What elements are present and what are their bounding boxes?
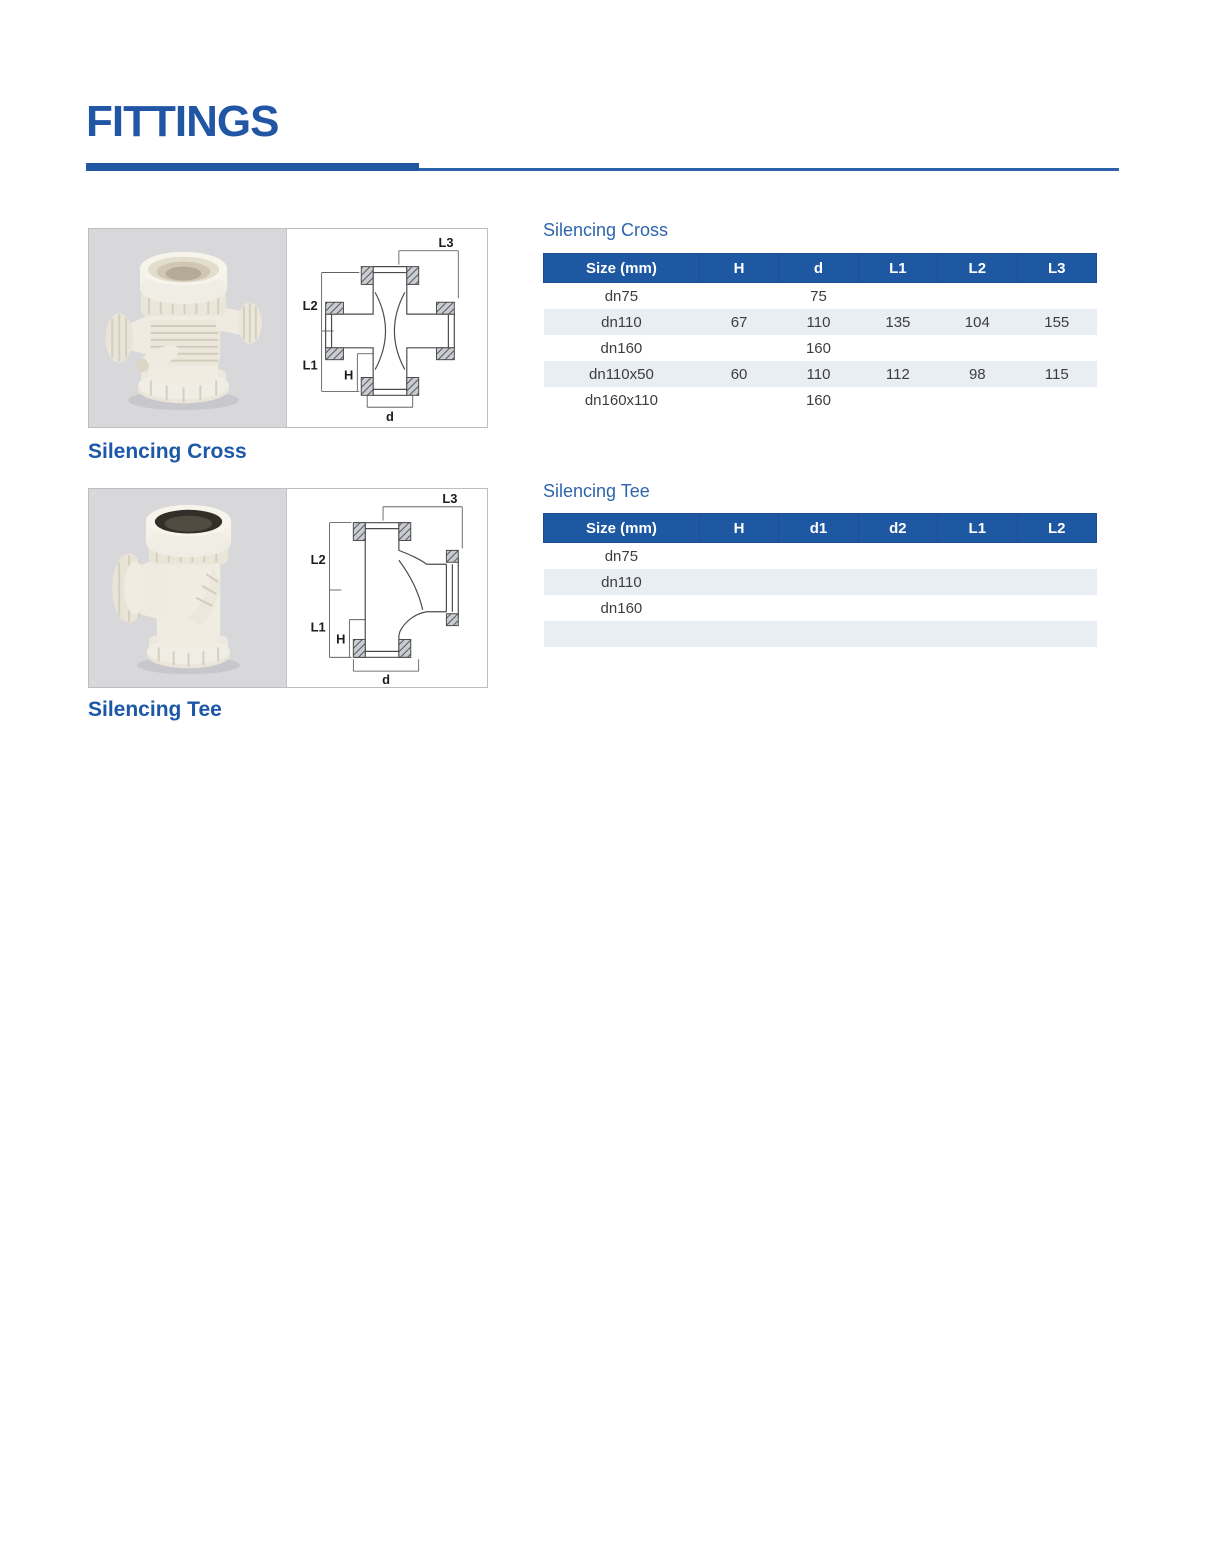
figure-silencing-cross <box>88 228 488 428</box>
table-cell <box>779 621 858 647</box>
title-underline-thick <box>86 163 419 171</box>
dim-label-l3: L3 <box>438 234 454 250</box>
drawing-silencing-cross <box>287 229 487 427</box>
dim-label-l3: L3 <box>442 490 458 506</box>
table-cell: dn75 <box>604 287 639 305</box>
table-cell: 104 <box>964 313 990 331</box>
column-header: d1 <box>779 514 858 543</box>
table-cell <box>938 569 1017 595</box>
table-row <box>544 569 1097 595</box>
column-header: d2 <box>858 514 937 543</box>
table-cell <box>858 543 937 570</box>
dim-label-l2: L2 <box>310 552 326 568</box>
table-cell: dn110 <box>601 313 642 331</box>
table-cell <box>1017 283 1096 310</box>
spec-table-silencing-cross <box>543 253 1097 413</box>
table-cell: 60 <box>730 365 748 383</box>
table-cell <box>858 621 937 647</box>
table-cell: dn110x50 <box>589 365 654 383</box>
dim-label-l2: L2 <box>302 298 318 314</box>
table-cell <box>938 283 1017 310</box>
page-title: FITTINGS <box>86 97 279 146</box>
table-cell <box>938 335 1017 361</box>
table-row <box>544 387 1097 413</box>
cross-technical-drawing <box>287 229 487 427</box>
table-row <box>544 309 1097 335</box>
table-cell: 160 <box>805 339 831 357</box>
table-cell <box>938 543 1017 570</box>
dim-label-l1: L1 <box>302 357 318 373</box>
table-row <box>544 361 1097 387</box>
table-cell <box>1017 621 1096 647</box>
table-row <box>544 621 1097 647</box>
column-header: H <box>699 514 778 543</box>
table-cell: dn160 <box>600 599 643 617</box>
table-cell <box>779 569 858 595</box>
dim-label-h: H <box>336 631 346 647</box>
table-cell <box>779 543 858 570</box>
column-header: Size (mm) <box>544 254 700 283</box>
table-cell <box>779 595 858 621</box>
table-cell <box>1017 335 1096 361</box>
figure-silencing-tee <box>88 488 488 688</box>
column-header: L2 <box>938 254 1017 283</box>
table-row <box>544 543 1097 570</box>
table-cell <box>699 621 778 647</box>
column-header: H <box>699 254 778 283</box>
table-cell: dn75 <box>604 547 639 565</box>
table-cell: 112 <box>885 365 910 383</box>
caption-silencing-cross: Silencing Cross <box>88 440 247 463</box>
tee-fitting-photo-illustration <box>89 489 286 687</box>
title-underline-thin <box>419 168 1119 171</box>
table-cell <box>699 543 778 570</box>
dim-label-h: H <box>344 367 354 383</box>
table-cell <box>699 569 778 595</box>
table-cell <box>938 387 1017 413</box>
table-cell: 110 <box>806 365 831 383</box>
table-header-row <box>544 254 1097 283</box>
table-cell <box>858 283 937 310</box>
table-row <box>544 595 1097 621</box>
column-header: L3 <box>1017 254 1096 283</box>
dim-label-d: d <box>386 409 394 425</box>
dim-label-d: d <box>382 672 390 687</box>
table-cell <box>1017 595 1096 621</box>
table-cell: 135 <box>885 313 911 331</box>
photo-silencing-tee <box>89 489 287 687</box>
table-title-silencing-cross: Silencing Cross <box>543 220 669 240</box>
drawing-silencing-tee <box>287 489 487 687</box>
table-cell: 98 <box>968 365 986 383</box>
table-cell <box>699 283 778 310</box>
caption-silencing-tee: Silencing Tee <box>88 698 222 721</box>
title-underline <box>86 163 1119 171</box>
table-cell <box>938 621 1017 647</box>
table-cell <box>1017 569 1096 595</box>
column-header: d <box>779 254 858 283</box>
table-cell <box>1017 387 1096 413</box>
table-cell <box>858 569 937 595</box>
table-cell: dn160x110 <box>584 391 658 409</box>
table-cell: 160 <box>805 391 831 409</box>
table-cell <box>544 621 700 647</box>
column-header: L1 <box>938 514 1017 543</box>
spec-table-silencing-tee <box>543 513 1097 647</box>
table-cell <box>699 335 778 361</box>
table-row <box>544 283 1097 310</box>
table-cell: dn110 <box>601 573 642 591</box>
column-header: Size (mm) <box>544 514 700 543</box>
photo-silencing-cross <box>89 229 287 427</box>
table-cell: 155 <box>1044 313 1070 331</box>
column-header: L1 <box>858 254 937 283</box>
dim-label-l1: L1 <box>310 619 326 635</box>
table-cell: dn160 <box>600 339 643 357</box>
column-header: L2 <box>1017 514 1096 543</box>
table-cell <box>858 387 937 413</box>
table-cell <box>699 387 778 413</box>
table-cell: 75 <box>810 287 827 305</box>
tee-technical-drawing <box>287 489 487 687</box>
table-cell <box>858 595 937 621</box>
table-title-silencing-tee: Silencing Tee <box>543 481 650 501</box>
table-cell: 67 <box>730 313 748 331</box>
table-cell: 110 <box>806 313 831 331</box>
table-header-row <box>544 514 1097 543</box>
table-cell <box>1017 543 1096 570</box>
table-cell: 115 <box>1044 365 1069 383</box>
table-cell <box>699 595 778 621</box>
table-cell <box>938 595 1017 621</box>
cross-fitting-photo-illustration <box>89 229 286 427</box>
table-row <box>544 335 1097 361</box>
table-cell <box>858 335 937 361</box>
